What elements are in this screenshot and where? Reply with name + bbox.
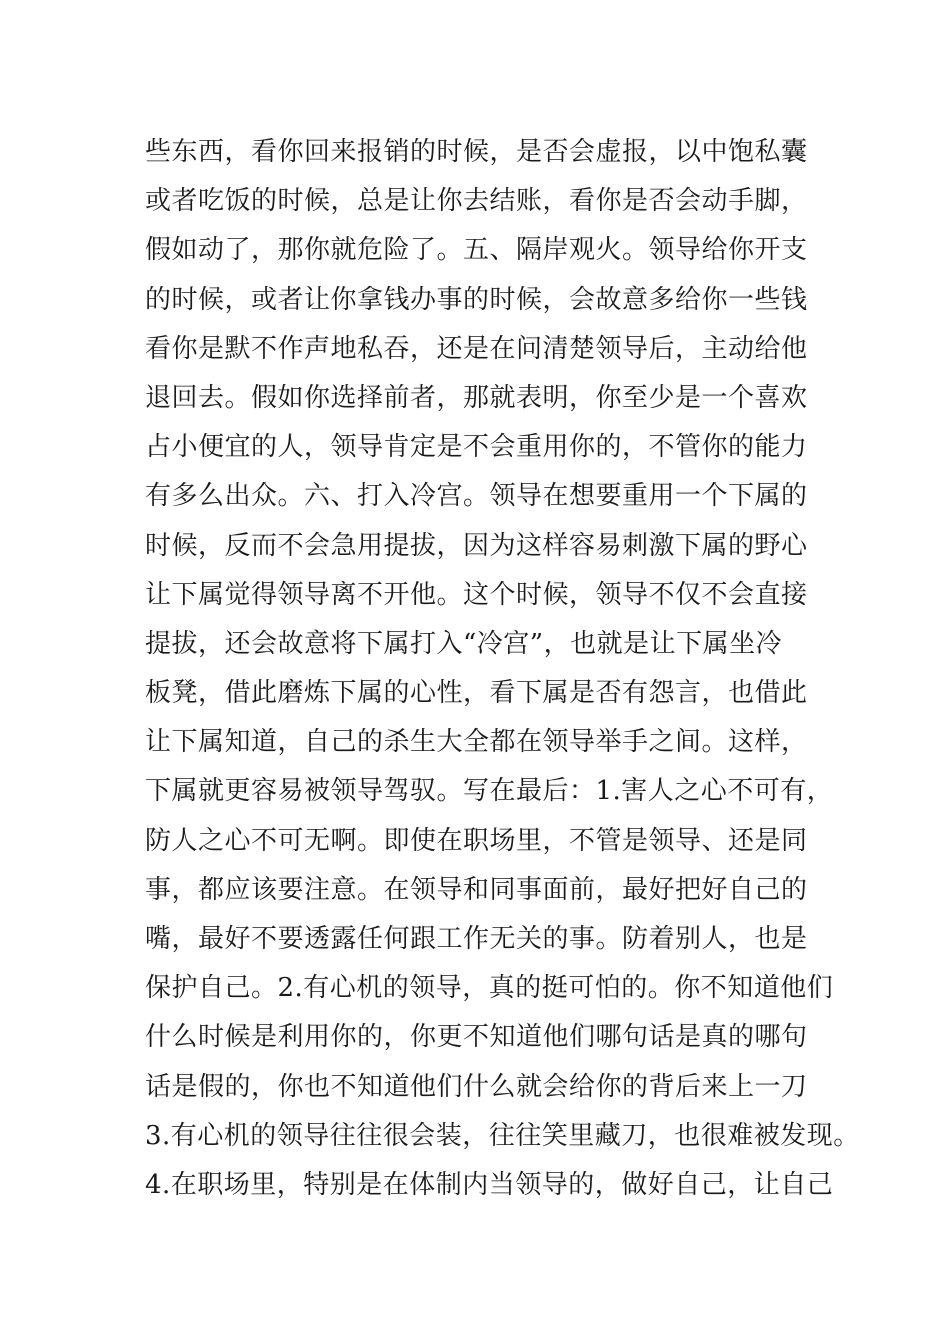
text-line: 或者吃饭的时候，总是让你去结账，看你是否会动手脚， xyxy=(145,186,808,217)
text-line: 话是假的，你也不知道他们什么就会给你的背后来上一刀 xyxy=(145,1071,808,1102)
text-line: 有多么出众。六、打入冷宫。领导在想要重用一个下属的 xyxy=(145,481,808,512)
text-line: 让下属知道，自己的杀生大全都在领导举手之间。这样， xyxy=(145,727,808,758)
text-line: 占小便宜的人，领导肯定是不会重用你的，不管你的能力 xyxy=(145,432,808,463)
text-line: 事，都应该要注意。在领导和同事面前，最好把好自己的 xyxy=(145,874,808,905)
text-line: 4.在职场里，特别是在体制内当领导的，做好自己，让自己 xyxy=(145,1169,834,1200)
body-text xyxy=(145,128,860,1210)
text-line: 保护自己。2.有心机的领导，真的挺可怕的。你不知道他们 xyxy=(145,973,834,1004)
text-line: 时候，反而不会急用提拔，因为这样容易刺激下属的野心 xyxy=(145,530,808,561)
text-line: 退回去。假如你选择前者，那就表明，你至少是一个喜欢 xyxy=(145,382,808,413)
text-line: 下属就更容易被领导驾驭。写在最后：1.害人之心不可有， xyxy=(145,776,834,807)
text-line: 让下属觉得领导离不开他。这个时候，领导不仅不会直接 xyxy=(145,579,808,610)
text-line: 的时候，或者让你拿钱办事的时候，会故意多给你一些钱 xyxy=(145,284,808,315)
text-line: 板凳，借此磨炼下属的心性，看下属是否有怨言，也借此 xyxy=(145,678,808,709)
text-line: 3.有心机的领导往往很会装，往往笑里藏刀，也很难被发现。 xyxy=(145,1120,860,1151)
text-line: 看你是默不作声地私吞，还是在问清楚领导后，主动给他 xyxy=(145,333,808,364)
text-line: 防人之心不可无啊。即使在职场里，不管是领导、还是同 xyxy=(145,825,808,856)
text-line: 什么时候是利用你的，你更不知道他们哪句话是真的哪句 xyxy=(145,1022,808,1053)
text-line: 假如动了，那你就危险了。五、隔岸观火。领导给你开支 xyxy=(145,235,808,266)
text-line: 嘴，最好不要透露任何跟工作无关的事。防着别人，也是 xyxy=(145,924,808,954)
text-line: 提拔，还会故意将下属打入“冷宫”，也就是让下属坐冷 xyxy=(145,628,783,659)
text-line: 些东西，看你回来报销的时候，是否会虚报，以中饱私囊 xyxy=(145,137,808,167)
